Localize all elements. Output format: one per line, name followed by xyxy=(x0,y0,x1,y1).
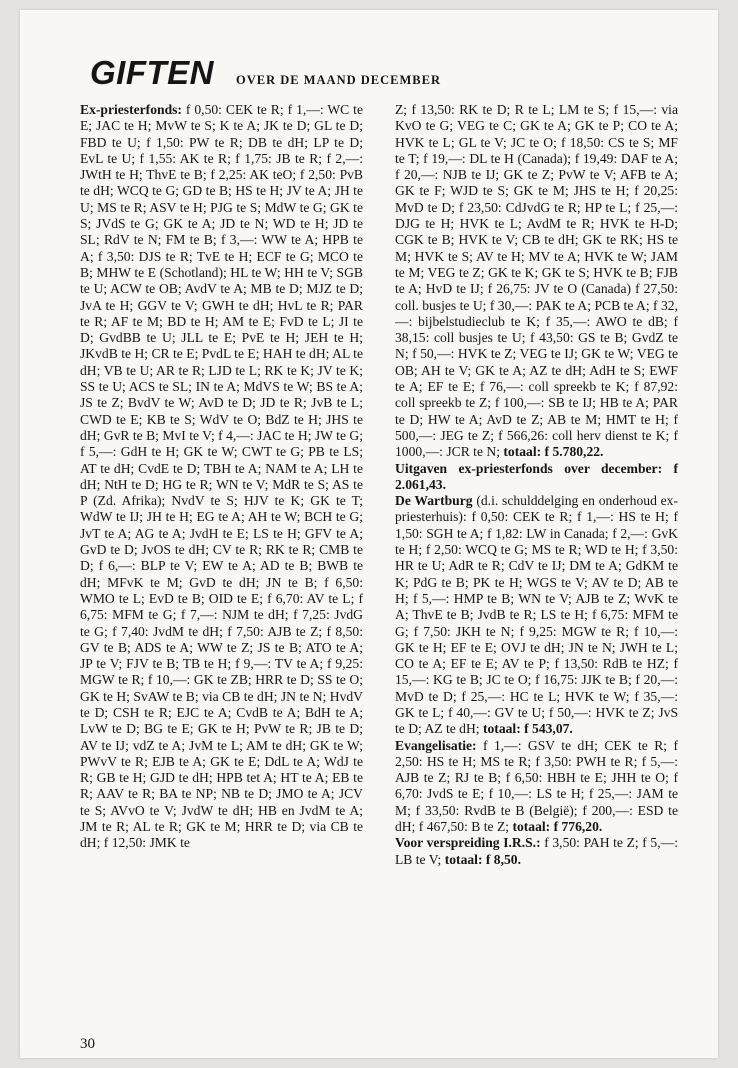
total-evangelisatie: totaal: f 776,20. xyxy=(512,819,603,835)
column-left xyxy=(80,102,363,852)
section-heading-irs: Voor verspreiding I.R.S.: xyxy=(395,835,541,851)
page-subtitle: OVER DE MAAND DECEMBER xyxy=(236,73,441,87)
ex-priesterfonds-list-continued xyxy=(395,102,678,461)
evangelisatie-list xyxy=(395,738,678,836)
page-title: GIFTEN xyxy=(90,54,214,91)
section-heading-evangelisatie: Evangelisatie: xyxy=(395,737,477,753)
donation-text: f 0,50: CEK te R; f 1,—: WC te E; JAC te H; MvW te S; K te A; JK te D; GL te D; FBD te U; f 1,50: PW te R; DB te dH; LP te D; EvL te U; f 1,55: AK te R; f 1,75: JB te R; f 2,—: JWtH te H; ThvE te B; f 2,25: AK teO; f 2,50: PvB te dH; WCQ te G; GD te B; HS te H; JV te A; JH te U; MS te R; ASV te H; PJG te S; MdW te G; GK te S; JVdS te G; GK te A; JD te N; WD te H; JD te SL; RdV te N; FM te B; f 3,—: WW te A; HPB te A; f 3,50: DJS te R; TvE te H; ECF te G; MCO te B; MHW te E (Schotland); HL te W; HH te V; SGB te U; ACW te OB; AvdV te A; MB te D; MJZ te D; JvA te H; GGV te V; GWH te dH; HvL te R; PAR te R; AF te M; BD te H; AM te E; FvD te L; JI te D; GvdBB te U; JLL te E; PvE te H; JEH te H; JKvdB te H; CR te E; PvdL te E; HAH te dH; AL te dH; VB te U; AR te R; LJD te L; RK te K; JV te K; SS te U; ACS te SL; IN te A; MdVS te W; BS te A; JS te Z; BvdV te W; AvD te D; JD te R; JvB te L; CWD te E; KB te S; WdV te O; BdZ te H; JHS te dH; GvR te B; MvI te V; f 4,—: JAC te H; JW te G; f 5,—: GdH te H; GK te W; CWT te G; PB te LS; AT te dH; CvdE te D; TBH te A; NAM te A; LH te dH; NtH te D; HG te R; WN te V; MdR te S; AS te P (Zd. Afrika); NvdV te S; HJV te K; GK te T; WdW te IJ; JH te H; EG te A; AH te W; BCH te G; JvT te A; AG te A; JvdH te E; LS te H; GFV te A; GvD te D; JvOS te dH; CV te R; RK te R; CMB te D; f 6,—: BLP te V; EW te A; AD te B; BWB te dH; MFvK te M; GvD te dH; JN te B; f 6,50: WMO te L; EvD te B; OID te E; f 6,70: AV te L; f 6,75: MFM te G; f 7,—: NJM te dH; f 7,25: JvdG te G; f 7,40: JvdM te dH; f 7,50: AJB te Z; f 8,50: GV te B; ADS te A; WW te Z; JS te B; ATO te A; JP te V; FJV te B; TB te H; f 9,—: TV te A; f 9,25: MGW te R; f 10,—: GK te ZB; HRR te D; SS te O; GK te H; SvAW te B; via CB te dH; JN te N; HvdV te D; CSH te R; EJC te A; CvdB te A; BdH te A; LvW te D; BG te E; GK te H; PvW te R; JB te D; AV te IJ; vdZ te A; JvM te L; AM te dH; GK te W; PWvV te R; EJB te A; GK te E; DdL te A; WdJ te R; GB te H; GJD te dH; HPB tet A; HT te A; EB te R; AAV te R; BA te NP; NB te D; JMO te A; JCV te S; AVvO te V; JvdW te dH; HB en JvdM te A; JM te R; AL te R; GK te M; HRR te D; via CB te dH; f 12,50: JMK te xyxy=(80,102,363,851)
column-right xyxy=(395,102,678,868)
page-header xyxy=(90,54,441,92)
donation-text: f 3,50: PAH te Z; f 5,—: LB te V; xyxy=(395,835,679,867)
donation-text: (d.i. schulddelging en onderhoud ex-priesterhuis): f 0,50: CEK te R; f 1,—: HS te H; f 1,50: SGH te A; f 1,82: LW in Canada; f 2,—: GvK te H; f 2,50: WCQ te G; MS te R; WD te H; f 3,50: HR te U; AdR te R; CdV te IJ; DM te A; GdKM te K; PdG te B; PK te H; WGS te V; AV te D; AB te H; f 5,—: HMP te B; WN te V; AJB te Z; WvK te A; ThvE te B; JvdB te R; LS te H; f 6,75: MFM te G; f 7,50: JKH te N; f 9,25: MGW te R; f 10,—: GK te H; EF te E; OVJ te dH; JN te N; JWH te L; CO te A; EF te E; AV te P; f 13,50: RdB te HZ; f 15,—: KG te B; JC te O; f 16,75: JJK te B; f 20,—: MvD te D; f 25,—: HC te L; HVK te W; f 35,—: GK te L; f 40,—: GV te U; f 50,—: HVK te Z; JvS te D; AZ te dH; xyxy=(395,493,679,737)
irs-list xyxy=(395,835,678,868)
page xyxy=(20,10,718,1058)
expenses-paragraph xyxy=(395,461,678,494)
ex-priesterfonds-list xyxy=(80,102,363,852)
donation-text: f 1,—: GSV te dH; CEK te R; f 2,50: HS te H; MS te R; f 3,50: PWH te R; f 5,—: AJB te Z; RJ te B; f 6,50: HBH te E; JHH te O; f 6,70: JvdS te E; f 10,—: LS te H; f 25,—: JAM te M; f 33,50: RvdB te B (België); f 200,—: ESD te dH; f 467,50: B te Z; xyxy=(395,737,678,835)
total-wartburg: totaal: f 543,07. xyxy=(482,721,573,737)
donation-text: Z; f 13,50: RK te D; R te L; LM te S; f 15,—: via KvO te G; VEG te C; GK te A; GK te P; CO te A; HVK te L; GL te V; JC te O; f 18,50: CS te S; MF te T; f 19,—: DL te H (Canada); f 19,49: DAF te A; f 20,—: NJB te IJ; GK te Z; PvW te V; AFB te A; GK te F; WJD te S; GK te M; JHS te H; f 20,25: MvD te D; f 23,50: CdJvdG te R; HP te L; f 25,—: DJG te H; HVK te L; AvdM te R; HVK te H-D; CGK te B; HVK te V; CB te dH; GK te RK; HS te M; HVK te S; AV te H; MV te A; HVK te W; JAM te M; VEG te Z; GK te K; GK te S; HVK te B; FJB te A; HvD te IJ; f 26,75: JV te O (Canada) f 27,50: coll. busjes te U; f 30,—: PAK te A; PCB te A; f 32,—: bijbelstudieclub te K; f 35,—: AWO te dB; f 38,15: coll busjes te U; f 43,50: GS te B; GvdZ te N; f 50,—: HVK te Z; VEG te IJ; GK te W; VEG te OB; AH te V; GK te A; AZ te dH; AdH te S; EWF te A; EF te E; f 76,—: coll spreekb te K; f 87,92: coll spreekb te Z; f 100,—: SB te IJ; HB te A; PAR te D; HW te A; AvD te Z; AB te M; HMT te H; f 500,—: JEG te Z; f 566,26: coll herv dienst te K; f 1000,—: JCR te N; xyxy=(395,102,678,460)
page-number: 30 xyxy=(80,1036,95,1052)
total-ex-priesterfonds: totaal: f 5.780,22. xyxy=(503,444,604,460)
section-heading-wartburg: De Wartburg xyxy=(395,493,473,509)
section-heading-expenses: Uitgaven ex-priesterfonds over december: f 2.061,43. xyxy=(395,460,678,492)
wartburg-list xyxy=(395,493,678,737)
section-heading-ex-priesterfonds: Ex-priesterfonds: xyxy=(80,102,182,117)
total-irs: totaal: f 8,50. xyxy=(444,851,521,867)
